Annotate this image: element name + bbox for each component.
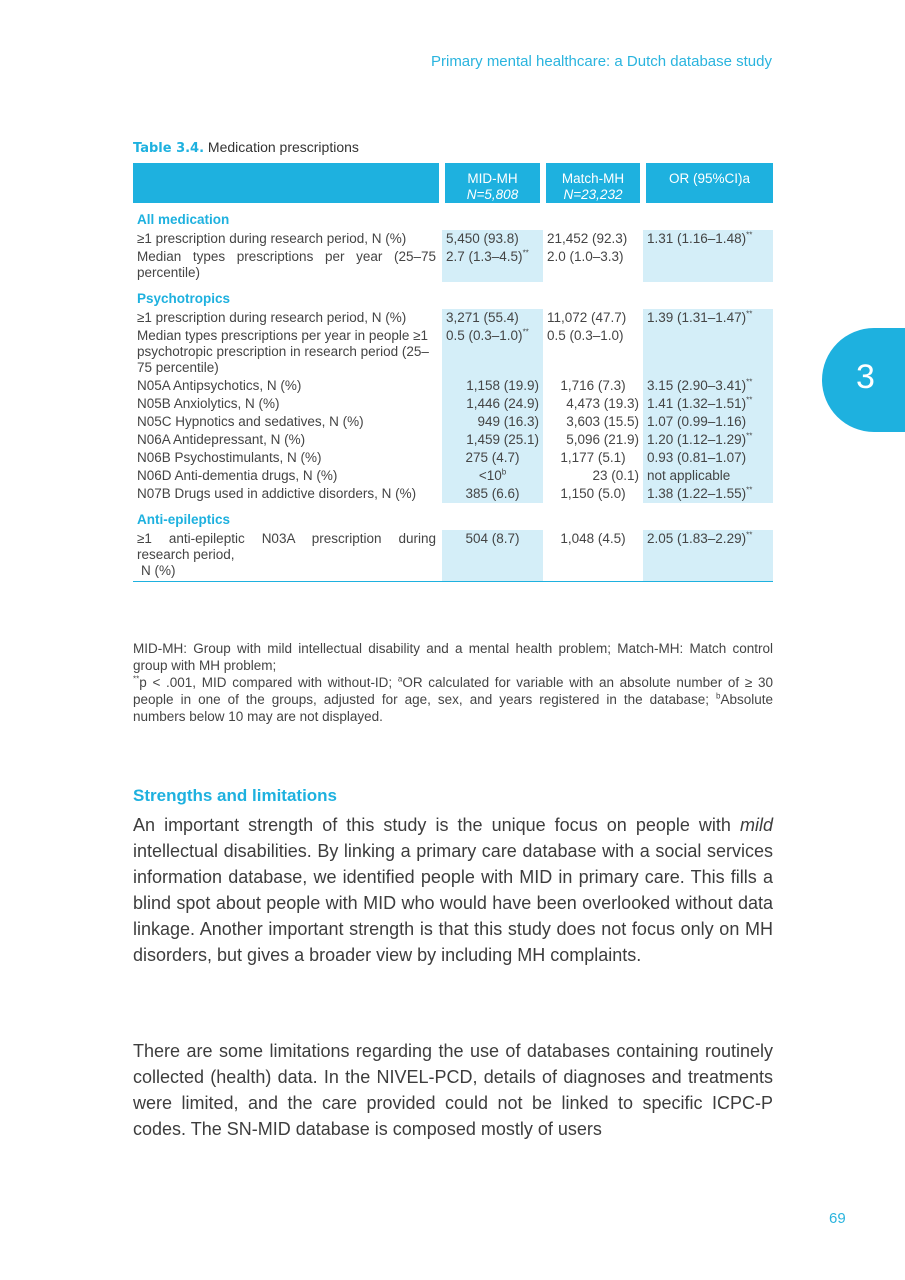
section-row: All medication [137,212,230,227]
or-value: 3.15 (2.90–3.41)** [643,377,773,395]
table-notes [133,640,773,725]
mid-value: $<10^b$ [442,467,543,485]
match-value: 1,048 (4.5) [543,530,643,582]
row-label: Median types prescriptions per year (25–75 percentile) [137,249,436,280]
mid-value: 3,271 (55.4) [442,309,543,327]
table-row [133,530,773,582]
match-value: 23 (0.1) [592,468,639,483]
table-row [133,327,773,377]
section-row: Psychotropics [137,291,231,306]
mid-value: 949 (16.3) [442,413,543,431]
match-value: 5,096 (21.9) [566,432,639,447]
match-value: 11,072 (47.7) [547,310,627,325]
medication-table [133,163,773,582]
match-value: 2.0 (1.0–3.3) [547,249,624,264]
table-row [133,413,773,431]
row-label: Median types prescriptions per year in people ≥1 psychotropic prescription in research period (25–75 percentile) [137,328,429,375]
header-match-mh: Match-MH N=23,232 [543,163,643,203]
mid-value: 5,450 (93.8) [442,230,543,248]
table-row [133,395,773,413]
mid-value: 1,158 (19.9) [442,377,543,395]
chapter-tab [822,328,905,432]
row-label: N07B Drugs used in addictive disorders, N (%) [137,486,417,501]
mid-value: 385 (6.6) [442,485,543,503]
or-value: 1.31 (1.16–1.48)** [643,230,773,248]
section-row: Anti-epileptics [137,512,231,527]
or-value: 2.05 (1.83–2.29)** [643,530,773,582]
or-value: 1.07 (0.99–1.16) [643,413,773,431]
mid-value: 275 (4.7) [442,449,543,467]
row-label: N06B Psychostimulants, N (%) [137,450,322,465]
or-value: 0.93 (0.81–1.07) [643,449,773,467]
header-blank [133,163,442,203]
row-label: N05A Antipsychotics, N (%) [137,378,302,393]
note-abbreviations: MID-MH: Group with mild intellectual disability and a mental health problem; Match-MH: Match control group with MH problem; [133,641,773,673]
row-label: N05C Hypnotics and sedatives, N (%) [137,414,364,429]
note-footnotes: **p < .001, MID compared with without-ID; $^a$OR calculated for variable with an absolute number of ≥ 30 people in one of the groups, adjusted for age, sex, and years registered in the database; $^b$Absolute numbers below 10 may are not displayed. [133,674,773,724]
header-or: OR (95%CI)a [643,163,773,203]
mid-value: 2.7 (1.3–4.5)** [442,248,543,282]
running-header: Primary mental healthcare: a Dutch database study [430,53,772,70]
table-row [133,467,773,485]
row-label: ≥1 prescription during research period, N (%) [137,231,407,246]
mid-value: 1,459 (25.1) [442,431,543,449]
header-mid-mh-n: N=5,808 [466,187,519,202]
or-value: 1.41 (1.32–1.51)** [643,395,773,413]
match-value: 1,177 (5.1) [560,450,626,465]
mid-value: 1,446 (24.9) [442,395,543,413]
match-value: 0.5 (0.3–1.0) [547,328,624,343]
page-number: 69 [829,1210,846,1227]
table-caption-text: Medication prescriptions [204,139,359,155]
or-value: 1.39 (1.31–1.47)** [643,309,773,327]
row-label: N06A Antidepressant, N (%) [137,432,306,447]
section-heading: Strengths and limitations [133,786,338,805]
match-value: 1,716 (7.3) [560,378,626,393]
table-row [133,248,773,282]
row-label: N05B Anxiolytics, N (%) [137,396,280,411]
header-mid-mh: MID-MH N=5,808 [442,163,543,203]
body-paragraph: There are some limitations regarding the use of databases containing routinely collected (health) data. In the NIVEL-PCD, details of diagnoses and treatments were limited, and the care provided could not be linked to specific ICPC-P codes. The SN-MID database is composed mostly of users [133,1041,773,1139]
or-value: 1.38 (1.22–1.55)** [643,485,773,503]
match-value: 1,150 (5.0) [560,486,626,501]
table-row [133,309,773,327]
mid-value: 504 (8.7) [442,530,543,582]
table-row [133,230,773,248]
chapter-number: 3 [856,358,875,396]
or-value [643,248,773,282]
match-value: 3,603 (15.5) [566,414,639,429]
table-row [133,485,773,503]
or-value: not applicable [643,467,773,485]
table-row [133,431,773,449]
table-caption [133,139,359,156]
table-row [133,449,773,467]
row-label: ≥1 anti-epileptic N03A prescription during research period, N (%) [133,530,442,582]
table-caption-label: Table 3.4. [133,141,205,156]
mid-value: 0.5 (0.3–1.0)** [442,327,543,377]
row-label: ≥1 prescription during research period, N (%) [137,310,407,325]
row-label: N06D Anti-dementia drugs, N (%) [137,468,338,483]
match-value: 4,473 (19.3) [566,396,639,411]
table-header-row [133,163,773,203]
table-row [133,377,773,395]
or-value [643,327,773,377]
or-value: 1.20 (1.12–1.29)** [643,431,773,449]
match-value: 21,452 (92.3) [547,231,628,246]
header-match-mh-n: N=23,232 [563,187,623,202]
body-paragraph: An important strength of this study is the unique focus on people with mild intellectual disabilities. By linking a primary care database with a social services information database, we identified people with MID in primary care. This fills a blind spot about people with MID who would have been overlooked without data linkage. Another important strength is that this study does not focus only on MH disorders, but gives a broader view by including MH complaints. [133,815,773,965]
